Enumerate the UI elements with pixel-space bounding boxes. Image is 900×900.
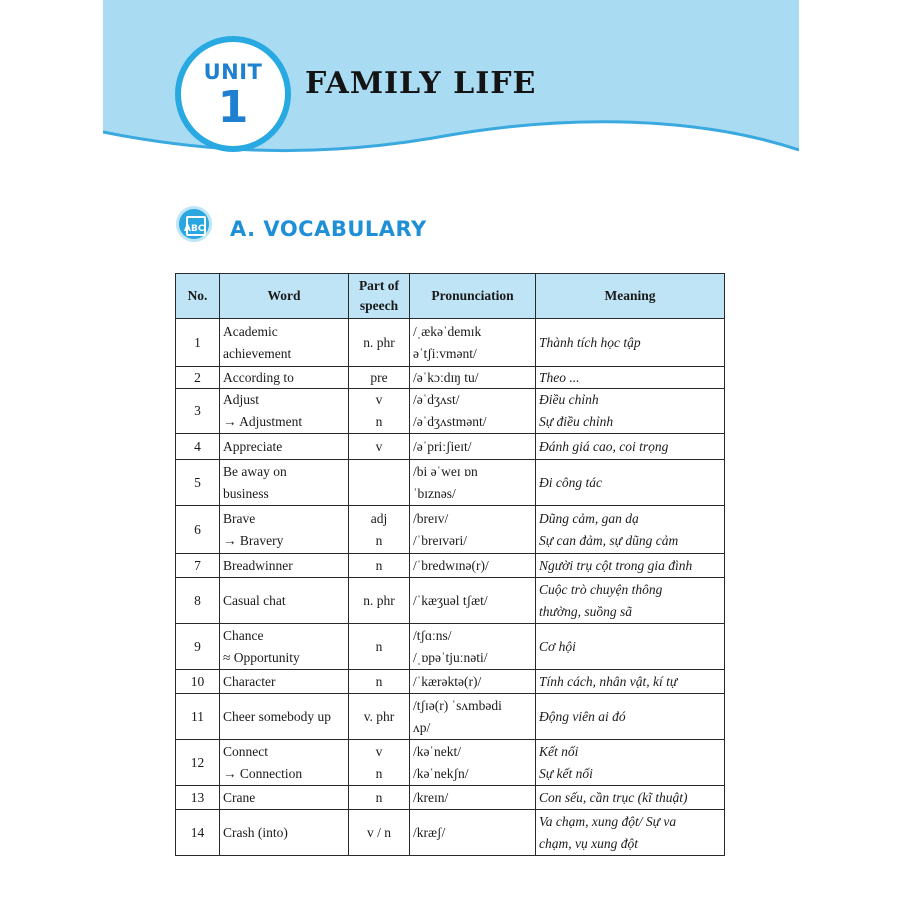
cell-word-line: → Adjustment: [223, 414, 303, 429]
cell-pronunciation-line: /kræʃ/: [413, 824, 446, 840]
cell-no: 2: [176, 367, 220, 389]
table-row: [176, 578, 725, 624]
cell-word-line: → Bravery: [223, 532, 284, 548]
cell-meaning: [536, 389, 725, 434]
table-row: [176, 694, 725, 740]
cell-pronunciation-line: /kəˈnekʃn/: [413, 765, 469, 781]
unit-number: 1: [217, 82, 249, 133]
cell-part-of-speech-line: v: [375, 743, 383, 759]
cell-part-of-speech-line: n: [375, 532, 383, 548]
column-header-meaning: Meaning: [536, 274, 725, 319]
cell-pronunciation: [410, 319, 536, 367]
cell-part-of-speech-line: n: [375, 557, 383, 573]
cell-part-of-speech: [349, 624, 410, 670]
cell-meaning-line: chạm, vụ xung đột: [539, 835, 638, 851]
cell-part-of-speech-line: n. phr: [363, 592, 395, 608]
cell-meaning: [536, 554, 725, 578]
cell-word-line: Be away on: [223, 463, 287, 479]
cell-meaning: [536, 694, 725, 740]
page: [103, 0, 799, 900]
cell-word: [220, 319, 349, 367]
cell-part-of-speech: [349, 460, 410, 506]
cell-pronunciation: [410, 786, 536, 810]
cell-part-of-speech-line: n: [375, 638, 383, 654]
cell-meaning-line: Theo ...: [539, 369, 580, 385]
cell-pronunciation-line: /ˌɒpəˈtjuːnəti/: [413, 649, 488, 665]
table-row: [176, 554, 725, 578]
section-title: A. VOCABULARY: [230, 217, 427, 241]
cell-part-of-speech: [349, 506, 410, 554]
cell-part-of-speech-line: n: [375, 789, 383, 805]
cell-part-of-speech-line: n. phr: [363, 334, 395, 350]
cell-part-of-speech-line: n: [375, 673, 383, 689]
cell-pronunciation: [410, 624, 536, 670]
cell-pronunciation-line: /əˈdʒʌstmənt/: [413, 414, 487, 429]
column-header-no: No.: [176, 274, 220, 319]
pos-header-line1: Part of: [358, 278, 400, 293]
cell-no: 7: [176, 554, 220, 578]
cell-pronunciation-line: /kəˈnekt/: [413, 743, 461, 759]
cell-part-of-speech: [349, 786, 410, 810]
cell-part-of-speech-line: n: [375, 414, 383, 429]
table-row: [176, 810, 725, 856]
cell-word-line: Appreciate: [223, 438, 283, 454]
cell-meaning: [536, 506, 725, 554]
cell-part-of-speech-line: v / n: [366, 824, 391, 840]
cell-pronunciation-line: ʌp/: [413, 719, 431, 735]
cell-pronunciation: [410, 578, 536, 624]
cell-pronunciation-line: ˈbɪznəs/: [413, 485, 456, 501]
cell-no: 11: [176, 694, 220, 740]
cell-word-line: Adjust: [223, 392, 260, 407]
cell-part-of-speech-line: adj: [370, 510, 388, 526]
cell-meaning: [536, 434, 725, 460]
cell-pronunciation-line: /kreɪn/: [413, 789, 449, 805]
cell-meaning: [536, 786, 725, 810]
cell-part-of-speech: [349, 810, 410, 856]
cell-pronunciation-line: /tʃɑːns/: [413, 627, 452, 643]
vocabulary-table: [175, 273, 725, 856]
cell-part-of-speech-line: v. phr: [363, 708, 395, 724]
cell-meaning-line: Tính cách, nhân vật, kí tự: [539, 673, 678, 689]
table-row: [176, 506, 725, 554]
cell-pronunciation-line: /əˈpriːʃieɪt/: [413, 438, 472, 454]
cell-pronunciation: [410, 554, 536, 578]
cell-meaning-line: Sự kết nối: [539, 765, 593, 781]
cell-word: [220, 460, 349, 506]
cell-meaning: [536, 367, 725, 389]
cell-pronunciation-line: /əˈdʒʌst/: [413, 392, 460, 407]
cell-meaning-line: Sự điều chỉnh: [539, 414, 614, 429]
pos-header-line2: speech: [359, 298, 399, 313]
cell-pronunciation: [410, 367, 536, 389]
cell-word: [220, 624, 349, 670]
cell-word-line: business: [223, 485, 269, 501]
cell-part-of-speech-line: v: [375, 392, 383, 407]
cell-pronunciation-line: /ˈkærəktə(r)/: [413, 673, 482, 689]
cell-meaning: [536, 578, 725, 624]
cell-pronunciation: [410, 460, 536, 506]
cell-word: [220, 367, 349, 389]
unit-label: UNIT: [203, 60, 263, 84]
table-body: [176, 319, 725, 856]
cell-word: [220, 670, 349, 694]
cell-pronunciation-line: /breɪv/: [413, 510, 449, 526]
cell-word-line: Breadwinner: [223, 557, 293, 573]
cell-word-line: Crash (into): [223, 824, 288, 840]
cell-pronunciation: [410, 389, 536, 434]
cell-meaning-line: Người trụ cột trong gia đình: [539, 557, 693, 573]
cell-word-line: Academic: [223, 323, 278, 339]
cell-part-of-speech: [349, 319, 410, 367]
cell-part-of-speech-line: n: [375, 765, 383, 781]
cell-no: 13: [176, 786, 220, 810]
cell-part-of-speech: [349, 578, 410, 624]
cell-part-of-speech: [349, 694, 410, 740]
cell-word-line: achievement: [223, 345, 292, 361]
cell-meaning-line: thường, suồng sã: [539, 603, 632, 619]
cell-no: 6: [176, 506, 220, 554]
cell-meaning-line: Va chạm, xung đột/ Sự va: [539, 813, 677, 829]
column-header-pronunciation: Pronunciation: [410, 274, 536, 319]
cell-part-of-speech-line: pre: [370, 369, 388, 385]
cell-no: 9: [176, 624, 220, 670]
cell-word: [220, 786, 349, 810]
cell-word: [220, 389, 349, 434]
cell-word-line: Brave: [223, 510, 256, 526]
cell-meaning-line: Con sếu, cần trục (kĩ thuật): [539, 789, 688, 805]
cell-part-of-speech: [349, 554, 410, 578]
vocabulary-book-icon: [176, 206, 212, 242]
cell-pronunciation: [410, 740, 536, 786]
cell-pronunciation: [410, 670, 536, 694]
header-band: [103, 0, 799, 175]
cell-meaning-line: Kết nối: [539, 743, 579, 759]
cell-meaning-line: Dũng cảm, gan dạ: [539, 510, 639, 526]
cell-meaning-line: Điều chỉnh: [539, 392, 599, 407]
cell-meaning-line: Động viên ai đó: [539, 708, 626, 724]
cell-word-line: ≈ Opportunity: [223, 649, 300, 665]
cell-pronunciation-line: əˈtʃiːvmənt/: [413, 345, 477, 361]
cell-part-of-speech: [349, 389, 410, 434]
cell-pronunciation-line: /bi əˈweɪ ɒn: [413, 463, 478, 479]
cell-pronunciation-line: /ˈkæʒuəl tʃæt/: [413, 592, 488, 608]
table-row: [176, 389, 725, 434]
table-row: [176, 460, 725, 506]
cell-word-line: According to: [223, 369, 294, 385]
table-row: [176, 319, 725, 367]
cell-part-of-speech: [349, 434, 410, 460]
cell-pronunciation: [410, 694, 536, 740]
cell-meaning-line: Thành tích học tập: [539, 334, 641, 350]
cell-meaning: [536, 319, 725, 367]
cell-meaning: [536, 670, 725, 694]
cell-meaning-line: Sự can đảm, sự dũng cảm: [539, 532, 679, 548]
cell-no: 10: [176, 670, 220, 694]
cell-part-of-speech: [349, 740, 410, 786]
cell-no: 8: [176, 578, 220, 624]
table-row: [176, 670, 725, 694]
cell-no: 3: [176, 389, 220, 434]
table-row: [176, 624, 725, 670]
cell-meaning: [536, 740, 725, 786]
cell-word-line: → Connection: [223, 765, 303, 781]
cell-word: [220, 740, 349, 786]
cell-word: [220, 506, 349, 554]
cell-part-of-speech: [349, 367, 410, 389]
column-header-pos: [349, 274, 410, 319]
cell-pronunciation-line: /tʃɪə(r) ˈsʌmbədi: [413, 697, 502, 713]
cell-word: [220, 578, 349, 624]
cell-pronunciation-line: /ˈbredwɪnə(r)/: [413, 557, 489, 573]
cell-no: 4: [176, 434, 220, 460]
cell-word-line: Character: [223, 673, 276, 689]
cell-word-line: Cheer somebody up: [223, 708, 331, 724]
cell-meaning: [536, 624, 725, 670]
cell-word: [220, 810, 349, 856]
cell-no: 12: [176, 740, 220, 786]
cell-pronunciation-line: /ˌækəˈdemɪk: [413, 323, 482, 339]
table-row: [176, 786, 725, 810]
cell-meaning-line: Cuộc trò chuyện thông: [539, 581, 663, 597]
abc-icon-label: ABC: [184, 224, 205, 234]
cell-meaning: [536, 810, 725, 856]
column-header-word: Word: [220, 274, 349, 319]
table-row: [176, 434, 725, 460]
cell-pronunciation-line: /əˈkɔːdɪŋ tu/: [413, 369, 479, 385]
cell-meaning-line: Đánh giá cao, coi trọng: [539, 438, 669, 454]
cell-meaning-line: Cơ hội: [539, 638, 576, 654]
cell-word-line: Connect: [223, 743, 268, 759]
table-header-row: [176, 274, 725, 319]
unit-title: FAMILY LIFE: [305, 66, 537, 101]
table-row: [176, 740, 725, 786]
unit-badge: [175, 36, 291, 152]
cell-part-of-speech-line: v: [375, 438, 383, 454]
cell-meaning-line: Đi công tác: [539, 474, 602, 490]
cell-no: 14: [176, 810, 220, 856]
cell-word-line: Crane: [223, 789, 256, 805]
cell-meaning: [536, 460, 725, 506]
cell-word: [220, 694, 349, 740]
cell-word: [220, 434, 349, 460]
cell-pronunciation: [410, 434, 536, 460]
cell-pronunciation-line: /ˈbreɪvəri/: [413, 532, 467, 548]
table-row: [176, 367, 725, 389]
cell-pronunciation: [410, 506, 536, 554]
cell-no: 1: [176, 319, 220, 367]
cell-word-line: Casual chat: [223, 592, 286, 608]
cell-part-of-speech: [349, 670, 410, 694]
cell-pronunciation: [410, 810, 536, 856]
cell-word: [220, 554, 349, 578]
cell-no: 5: [176, 460, 220, 506]
cell-word-line: Chance: [223, 627, 264, 643]
